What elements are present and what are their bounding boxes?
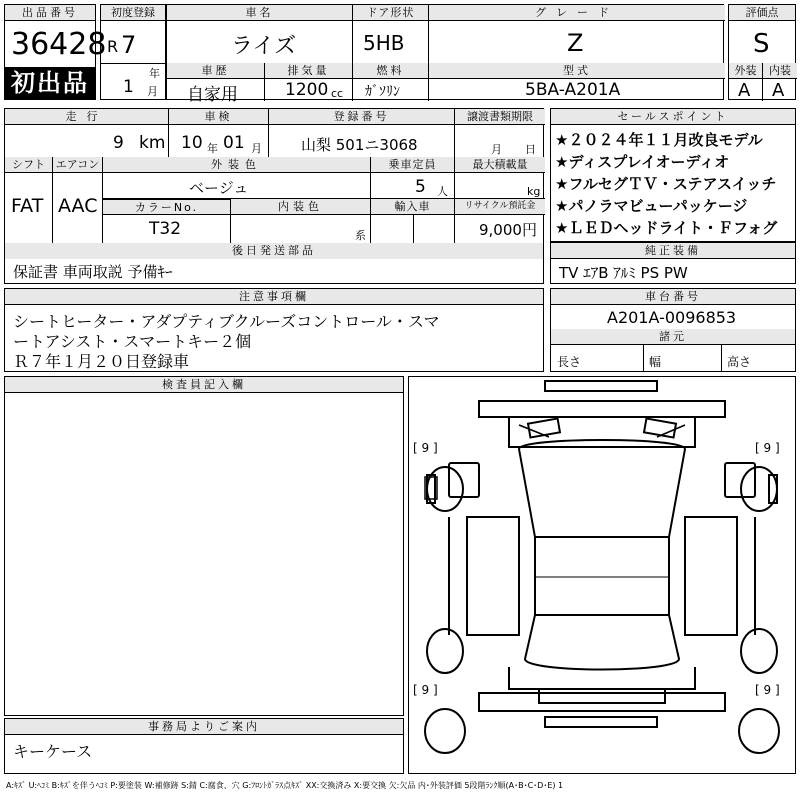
legend-footer: A:ｷｽﾞ U:ﾍｺﾐ B:ｷｽﾞを伴うﾍｺﾐ P:要塗装 W:補修跡 S:錆 C:腐食、穴 G:ﾌﾛﾝﾄｶﾞﾗｽ点ｷｽﾞ XX:交換済み X:要交換 欠:欠品 内･外装評価 5段階ﾗﾝｸ順(A･B･C･D･E) 1 <box>6 781 564 790</box>
interior-grade: A <box>772 80 785 101</box>
shift-label: シフト <box>5 157 52 173</box>
inspection-label: 車検 <box>169 109 268 125</box>
car-name: ライズ <box>231 34 297 59</box>
width-label: 幅 <box>649 355 662 369</box>
first-registration-box <box>100 4 166 100</box>
tire-front-left-score: [ 9 ] <box>413 441 438 455</box>
lot-number: 36428 <box>11 27 107 62</box>
later-parts-box <box>4 258 544 284</box>
office-value: キーケース <box>13 742 93 761</box>
notes-box <box>4 288 544 372</box>
capacity-label: 乗車定員 <box>371 157 454 173</box>
month-unit: 月 <box>147 85 158 98</box>
exterior-label: 外装 <box>729 63 762 79</box>
model-label: 型式 <box>429 63 725 79</box>
history-label: 車歴 <box>167 63 264 79</box>
year-unit: 年 <box>149 67 160 80</box>
plate-label: 登録番号 <box>269 109 454 125</box>
displacement: 1200 <box>285 80 329 100</box>
selling-point-2: ★ディスプレイオーディオ <box>555 153 730 171</box>
inspection-month: 01 <box>223 133 245 153</box>
selling-points-label: セールスポイント <box>551 109 795 125</box>
score: S <box>753 29 770 59</box>
load-unit: kg <box>527 185 541 198</box>
equipment-box <box>550 242 796 284</box>
grade-label: グレード <box>429 5 725 21</box>
details-box <box>4 108 544 258</box>
equipment-value: TV ｴｱB ｱﾙﾐ PS PW <box>559 264 688 282</box>
door-type: 5HB <box>363 31 405 55</box>
later-parts-value: 保証書 車両取説 予備ｷｰ <box>13 263 173 281</box>
grade: Z <box>567 29 584 57</box>
length-label: 長さ <box>557 355 582 369</box>
chassis-label: 車台番号 <box>551 289 795 305</box>
aircon-label: エアコン <box>53 157 102 173</box>
capacity: 5 <box>415 177 426 197</box>
door-label: ドア形状 <box>353 5 428 21</box>
office-box <box>4 718 404 774</box>
plate-number: 山梨 501ニ3068 <box>301 136 418 154</box>
mileage-label: 走行 <box>5 109 168 125</box>
model-code: 5BA-A201A <box>525 80 621 100</box>
max-load-label: 最大積載量 <box>455 157 545 173</box>
exterior-color: ベージュ <box>189 179 249 197</box>
tire-front-right-score: [ 9 ] <box>755 441 780 455</box>
notes-line-3: Ｒ７年１月２０日登録車 <box>13 352 190 371</box>
main-info-box <box>166 4 724 105</box>
recycle-label: リサイクル預託金 <box>455 199 545 215</box>
later-parts-label: 後日発送部品 <box>5 243 543 259</box>
inspection-month-unit: 月 <box>251 142 262 155</box>
cc-unit: cc <box>331 87 344 100</box>
exterior-color-label: 外装色 <box>103 157 370 173</box>
car-name-label: 車名 <box>167 5 352 21</box>
color-no-label: カラーNo. <box>103 199 230 215</box>
shift: FAT <box>11 195 44 217</box>
dims-label: 諸元 <box>551 329 795 345</box>
interior-color-label: 内装色 <box>231 199 370 215</box>
transfer-deadline-label: 譲渡書類期限 <box>455 109 545 125</box>
selling-point-3: ★フルセグＴＶ・ステアスイッチ <box>555 175 777 193</box>
era: R <box>107 37 119 56</box>
inspector-label: 検査員記入欄 <box>5 377 403 393</box>
recycle-deposit: 9,000円 <box>479 221 537 239</box>
score-label: 評価点 <box>729 5 795 21</box>
notes-line-2: ートアシスト・スマートキー２個 <box>13 332 252 351</box>
mileage: 9 <box>113 133 124 153</box>
inspection-year-unit: 年 <box>207 142 218 155</box>
interior-label: 内装 <box>763 63 797 79</box>
fuel: ｶﾞｿﾘﾝ <box>365 84 400 100</box>
fuel-label: 燃料 <box>353 63 428 79</box>
history: 自家用 <box>187 85 238 105</box>
capacity-unit: 人 <box>437 185 448 198</box>
displacement-label: 排気量 <box>265 63 352 79</box>
exterior-grade: A <box>738 80 751 101</box>
import-label: 輸入車 <box>371 199 454 215</box>
first-listing-badge: 初出品 <box>5 67 95 99</box>
color-no: T32 <box>149 219 182 239</box>
notes-line-1: シートヒーター・アダプティブクルーズコントロール・スマ <box>13 312 440 331</box>
chassis-number: A201A-0096853 <box>607 308 737 327</box>
first-registration-label: 初度登録 <box>101 5 165 21</box>
equipment-label: 純正装備 <box>551 243 795 259</box>
interior-color-unit: 系 <box>355 229 366 242</box>
km-unit: km <box>139 133 166 153</box>
tire-rear-right-score: [ 9 ] <box>755 683 780 697</box>
vehicle-diagram <box>408 376 796 774</box>
registration-year: 7 <box>121 31 137 59</box>
selling-points-box <box>550 108 796 242</box>
selling-point-5: ★ＬＥＤヘッドライト・Ｆフォグ <box>555 219 778 237</box>
lot-box <box>4 4 107 100</box>
inspection-year: 10 <box>181 133 203 153</box>
chassis-box <box>550 288 796 372</box>
score-box <box>728 4 796 100</box>
selling-point-4: ★パノラマビューパッケージ <box>555 197 748 215</box>
car-outline-diagram <box>409 377 795 773</box>
height-label: 高さ <box>727 355 752 369</box>
notes-label: 注意事項欄 <box>5 289 543 305</box>
inspector-box <box>4 376 404 716</box>
lot-label: 出品番号 <box>5 5 95 21</box>
selling-point-1: ★２０２４年１１月改良モデル <box>555 131 763 149</box>
transfer-day-unit: 日 <box>525 143 536 156</box>
tire-rear-left-score: [ 9 ] <box>413 683 438 697</box>
registration-month: 1 <box>123 77 134 97</box>
aircon: AAC <box>58 195 98 217</box>
office-label: 事務局よりご案内 <box>5 719 403 735</box>
transfer-month-unit: 月 <box>491 143 502 156</box>
